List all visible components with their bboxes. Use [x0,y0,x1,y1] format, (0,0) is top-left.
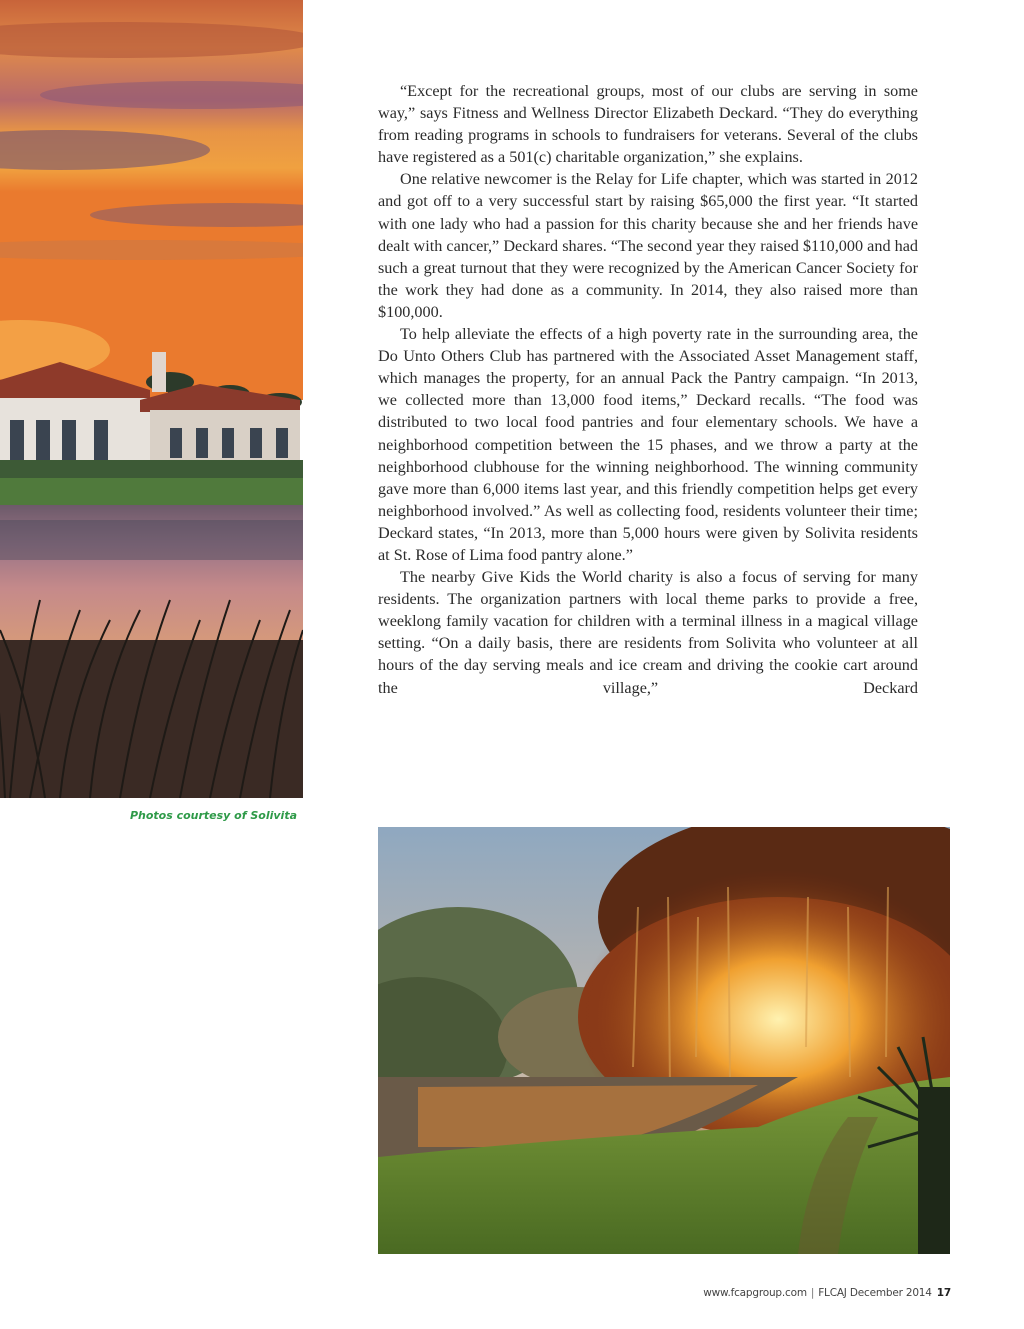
footer-website: www.fcapgroup.com [703,1287,807,1299]
article-paragraph: The nearby Give Kids the World charity is also a focus of serving for many residents. The organization partners with local theme parks to provide a free, weeklong family vacation for children with a terminal illness in a magical village setting. “On a daily basis, there are residents from Solivita who volunteer at all hours of the day serving meals and ice cream and driving the cookie cart around the village,” Deckard [378,568,918,697]
footer-separator: | [810,1287,815,1299]
photo-credit-caption: Photos courtesy of Solivita [129,809,297,822]
footer-publication: FLCAJ [818,1287,847,1299]
page-footer [703,1287,951,1299]
article-paragraph: One relative newcomer is the Relay for Life chapter, which was started in 2012 and got off to a very successful start by raising $65,000 the first year. “It started with one lady who had a passion for this charity because she and her friends have dealt with cancer,” Deckard shares. “The second year they raised $110,000 and had such a great turnout that they were recognized by the American Cancer Society for the work they had done as a community. In 2014, they also raised more than $100,000. [378,170,918,321]
oak-tree-pond-photo [378,827,950,1254]
footer-issue: December 2014 [849,1287,932,1299]
article-body [378,80,918,699]
article-paragraph: “Except for the recreational groups, most of our clubs are serving in some way,” says Fitness and Wellness Director Elizabeth Deckard. “They do everything from reading programs in schools to fundraisers for veterans. Several of the clubs have registered as a 501(c) charitable organization,” she explains. [378,82,918,167]
page-number: 17 [936,1287,951,1299]
sunset-clubhouse-photo [0,0,303,798]
article-paragraph: To help alleviate the effects of a high poverty rate in the surrounding area, the Do Unto Others Club has partnered with the Associated Asset Management staff, which manages the property, for an annual Pack the Pantry campaign. “In 2013, we collected more than 13,000 food items,” Deckard recalls. “The food was distributed to two local food pantries and four elementary schools. We have a neighborhood competition between the 15 phases, and we throw a party at the neighborhood clubhouse for the winning neighborhood. The winning community gave more than 6,000 items last year, and this friendly competition helps get every neighborhood involved.” As well as collecting food, residents volunteer their time; Deckard states, “In 2013, more than 5,000 hours were given by Solivita residents at St. Rose of Lima food pantry alone.” [378,325,918,564]
